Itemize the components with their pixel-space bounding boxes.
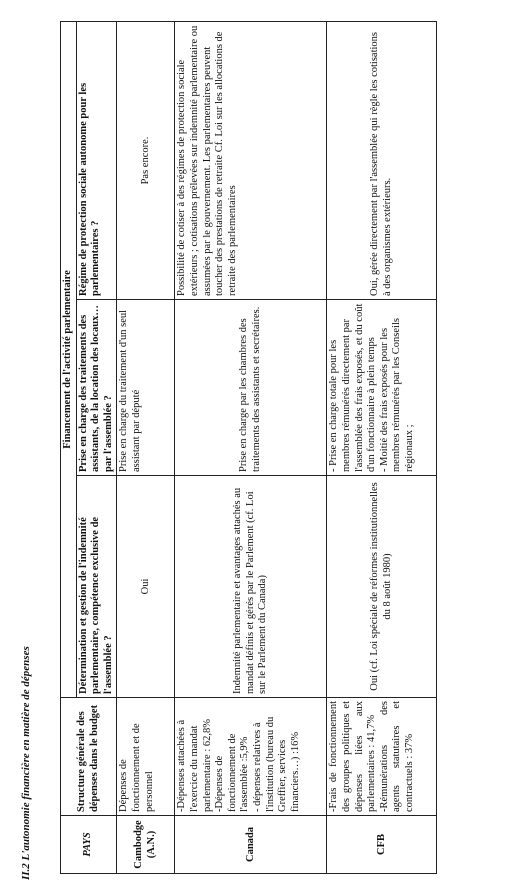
cell-protection: Pas encore. — [117, 21, 175, 299]
cell-protection: Oui, gérée directement par l'assemblée qui règle les cotisations à des organismes extérieurs. — [327, 21, 437, 299]
cell-pays: Cambodge (A.N.) — [117, 816, 175, 874]
cell-structure: Dépenses de fonctionnement et de personnel — [117, 698, 175, 816]
expenses-table — [60, 21, 437, 874]
cell-pays: Canada — [175, 816, 327, 874]
cell-structure: -Dépenses attachées à l'exercice du mandat parlementaire : 62,8% -Dépenses de fonctionnement de l'assemblée :5,9% - dépenses relatives à l'institution (bureau du Greffier, services financiers…) :16% — [175, 698, 327, 816]
cell-structure: -Frais de fonctionnement des groupes politiques et dépenses liées aux parlementaires : 41,7% -Rémunérations des agents statutaires et contractuels : 37% — [327, 698, 437, 816]
header-indemnite: Détermination et gestion de l'indemnité parlementaire, compétence exclusive de l'assemblée ? — [76, 476, 117, 698]
header-financement: Financement de l'activité parlementaire — [61, 21, 77, 697]
table-row — [117, 21, 175, 873]
cell-protection: Possibilité de cotiser à des régimes de protection sociale extérieurs ; cotisations prélevées sur indemnité parlementaire ou assumées par le gouvernement. Les parlementaires peuvent toucher des prestations de retraite Cf. Loi sur les allocations de retraite des parlementaires — [175, 21, 327, 299]
cell-indemnite: Oui — [117, 476, 175, 698]
table-row — [175, 21, 327, 873]
table-row — [327, 21, 437, 873]
cell-indemnite: Indemnité parlementaire et avantages attachés au mandat définis et gérés par le Parlement (cf. Loi sur le Parlement du Canada) — [175, 476, 327, 698]
header-locaux: Prise en charge des traitements des assistants, de la location des locaux… par l'assemblée ? — [76, 300, 117, 476]
header-protection: Régime de protection sociale autonome pour les parlementaires ? — [76, 21, 117, 299]
section-title: II.2 L'autonomie financière en matière de dépenses — [20, 646, 32, 880]
header-structure: Structure générale des dépenses dans le budget — [61, 698, 117, 816]
cell-pays: CFB — [327, 816, 437, 874]
header-row-1 — [61, 21, 77, 873]
cell-indemnite: Oui (cf. Loi spéciale de réformes institutionnelles du 8 août 1980) — [327, 476, 437, 698]
header-pays: PAYS — [61, 816, 117, 874]
cell-locaux: Prise en charge par les chambres des traitements des assistants et secrétaires. — [175, 300, 327, 476]
cell-locaux: Prise en charge du traitement d'un seul assistant par député — [117, 300, 175, 476]
cell-locaux: - Prise en charge totale pour les membres rémunérés directement par l'assemblée des frais exposés, et du coût d'un fonctionnaire à plein temps - Moitié des frais exposés pour les membres rémunérés par les Conseils régionaux ; — [327, 300, 437, 476]
